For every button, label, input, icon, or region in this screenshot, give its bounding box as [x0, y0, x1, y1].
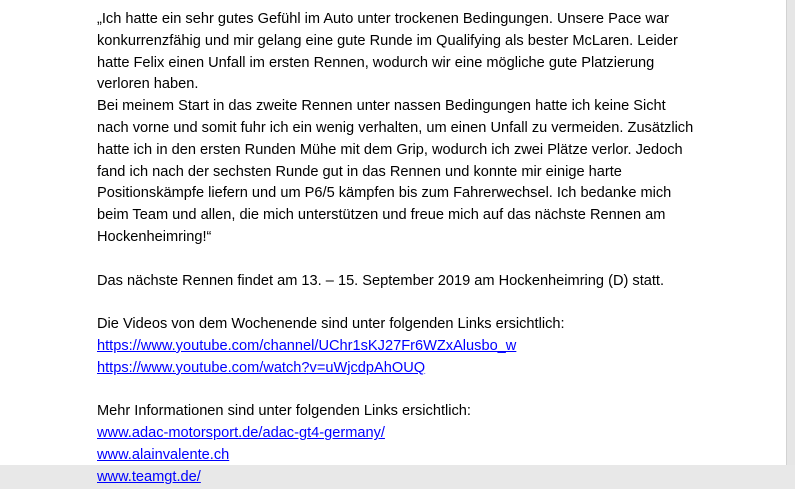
quote-line: fand ich nach der sechsten Runde gut in das Rennen und konnte mir einige harte [97, 163, 622, 180]
scrollbar-track[interactable] [786, 0, 795, 465]
quote-line: hatte Felix einen Unfall im ersten Rennen, wodurch wir eine mögliche gute Platzierung [97, 54, 655, 71]
document-body [97, 9, 697, 489]
quote-line: hatte ich in den ersten Runden Mühe mit dem Grip, wodurch ich zwei Plätze verlor. Jedoch [97, 141, 683, 158]
quote-line: konkurrenzfähig und mir gelang eine gute Runde im Qualifying als bester McLaren. Leider [97, 32, 678, 49]
quote-line: nach vorne und somit fuhr ich ein wenig verhalten, um einen Unfall zu vermeiden. Zusätzlich [97, 119, 694, 136]
quote-line: verloren haben. [97, 76, 199, 93]
quote-line: Hockenheimring!“ [97, 228, 212, 245]
videos-intro: Die Videos von dem Wochenende sind unter folgenden Links ersichtlich: [97, 316, 565, 333]
quote-line: Positionskämpfe liefern und um P6/5 kämpfen bis zum Fahrerwechsel. Ich bedanke mich [97, 185, 672, 202]
quote-line: beim Team und allen, die mich unterstützen und freue mich auf das nächste Rennen am [97, 207, 666, 224]
driver-quote [97, 9, 697, 249]
alainvalente-link[interactable]: www.alainvalente.ch [97, 446, 230, 463]
quote-line: „Ich hatte ein sehr gutes Gefühl im Auto unter trockenen Bedingungen. Unsere Pace war [97, 11, 669, 27]
adac-motorsport-link[interactable]: www.adac-motorsport.de/adac-gt4-germany/ [97, 425, 385, 442]
quote-line: Bei meinem Start in das zweite Rennen unter nassen Bedingungen hatte ich keine Sicht [97, 98, 666, 115]
youtube-channel-link[interactable]: https://www.youtube.com/channel/UChr1sKJ27Fr6WZxAlusbo_w [97, 337, 517, 354]
teamgt-link[interactable]: www.teamgt.de/ [97, 468, 201, 485]
next-race-text: Das nächste Rennen findet am 13. – 15. September 2019 am Hockenheimring (D) statt. [97, 272, 665, 289]
more-info-intro: Mehr Informationen sind unter folgenden Links ersichtlich: [97, 403, 471, 420]
youtube-video-link[interactable]: https://www.youtube.com/watch?v=uWjcdpAhOUQ [97, 359, 426, 376]
